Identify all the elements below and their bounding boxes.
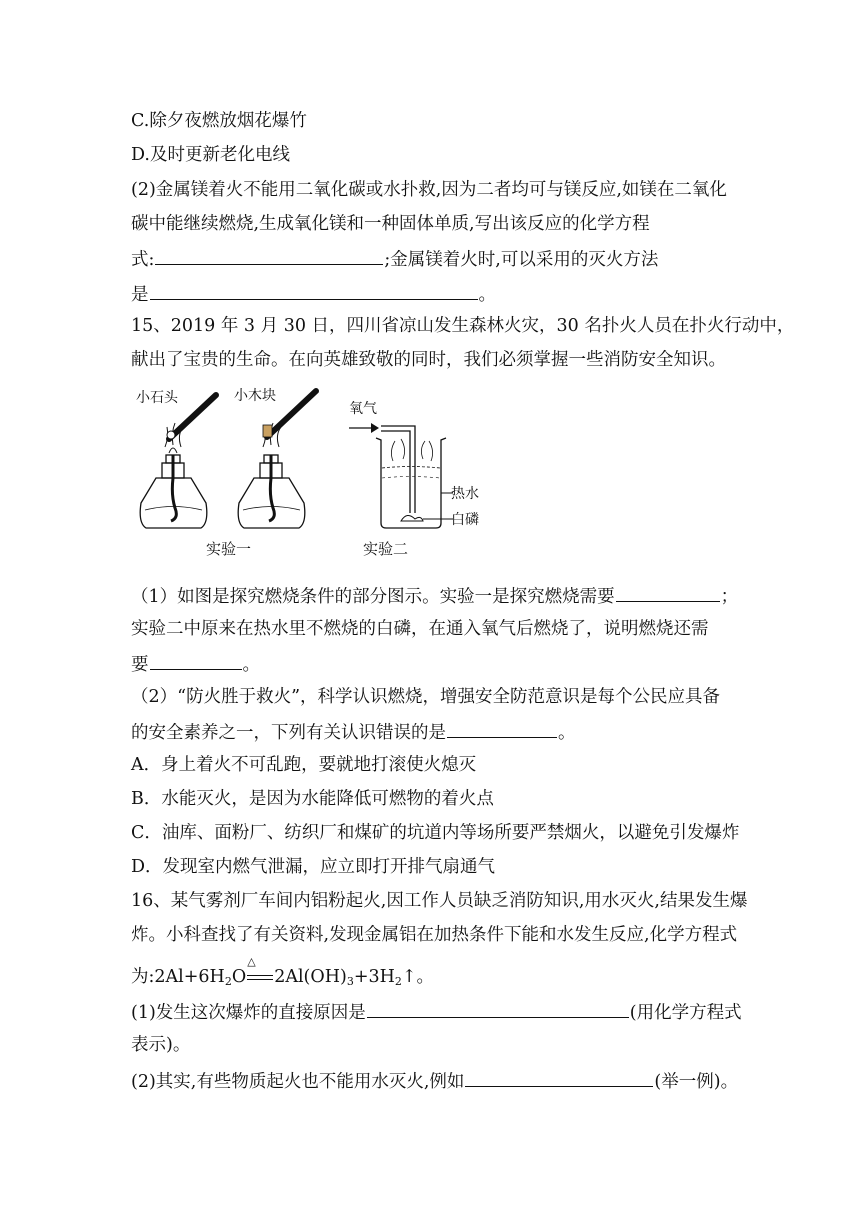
arrow-head-icon [371,423,379,433]
text-prefix: 的安全素养之一，下列有关认识错误的是 [131,723,446,743]
answer-blank-choice[interactable] [447,719,557,738]
steam-lines [391,439,432,461]
reaction-condition [246,955,274,989]
q14-option-d: D.及时更新老化电线 [131,145,290,165]
answer-blank-condition1[interactable] [616,583,720,602]
text-suffix: 。 [558,723,576,743]
experiment-figure [131,383,479,563]
answer-blank-condition2[interactable] [150,651,242,670]
equation-text: 为:2Al+6H [131,967,225,987]
subscript: 2 [394,975,402,988]
q15-part1-line2: 实验二中原来在热水里不燃烧的白磷，在通入氧气后燃烧了，说明燃烧还需 [131,619,709,639]
text-suffix: 。 [242,655,260,675]
water-lines [382,477,440,479]
q15-option-d: D．发现室内燃气泄漏，应立即打开排气扇通气 [131,857,496,877]
subscript: 3 [346,975,354,988]
heat-triangle-icon: △ [247,955,256,968]
answer-blank-equation[interactable] [155,246,383,265]
q15-option-b: B．水能灭火，是因为水能降低可燃物的着火点 [131,789,494,809]
label-experiment-2: 实验二 [363,540,409,558]
label-stone: 小石头 [136,390,178,406]
answer-blank-example[interactable] [465,1068,653,1087]
text-suffix: (举一例)。 [654,1072,739,1092]
water-surface [382,467,440,469]
q16-part1-line1 [131,999,742,1025]
text-prefix: 是 [131,285,149,305]
q14-option-c: C.除夕夜燃放烟花爆竹 [131,111,307,131]
q15-part1-line3 [131,651,260,677]
beaker [376,438,446,528]
q15-part2-line1: （2）“防火胜于救火”，科学认识燃烧，增强安全防范意识是每个公民应具备 [131,687,721,707]
wood-block-icon [263,425,272,437]
text-suffix: (用化学方程式 [629,1003,742,1023]
equation-text: 2Al(OH) [274,967,347,987]
equals-sign [247,975,273,980]
text-prefix: (2)其实,有些物质起火也不能用水灭火,例如 [131,1072,465,1092]
answer-blank-method[interactable] [150,281,478,300]
q14-part2-line2: 碳中能继续燃烧,生成氧化镁和一种固体单质,写出该反应的化学方程 [131,214,650,234]
answer-blank-equation[interactable] [367,999,629,1018]
alcohol-lamp-2 [238,423,305,528]
label-oxygen: 氧气 [349,401,377,417]
label-hot-water: 热水 [451,486,479,502]
q15-part2-line2 [131,719,576,745]
q16-intro-line1: 16、某气雾剂厂车间内铝粉起火,因工作人员缺乏消防知识,用水灭火,结果发生爆 [131,891,748,911]
q14-part2-line4 [131,281,496,307]
equation-text: O [231,967,247,987]
q16-intro-line2: 炸。小科查找了有关资料,发现金属铝在加热条件下能和水发生反应,化学方程式 [131,925,738,945]
q16-equation-line [131,955,435,989]
text-suffix: ； [720,587,739,607]
glass-tube [381,426,415,513]
q16-part1-line2: 表示)。 [131,1035,191,1055]
q16-part2-line1 [131,1068,738,1094]
label-white-phosphorus: 白磷 [451,512,479,528]
equation-text: ↑。 [401,967,435,987]
stone-icon [167,431,175,439]
text-prefix: (1)发生这次爆炸的直接原因是 [131,1003,366,1023]
q15-intro-line2: 献出了宝贵的生命。在向英雄致敬的同时，我们必须掌握一些消防安全知识。 [131,350,726,370]
equation-text: +3H [353,967,395,987]
text-prefix: 式: [131,250,155,270]
q15-intro-line1: 15、2019 年 3 月 30 日，四川省凉山发生森林火灾，30 名扑火人员在扑火行动中， [131,316,795,336]
subscript: 2 [224,975,232,988]
q14-part2-line3 [131,246,658,272]
q14-part2-line1: (2)金属镁着火不能用二氧化碳或水扑救,因为二者均可与镁反应,如镁在二氧化 [131,180,727,200]
text-prefix: 要 [131,655,149,675]
q15-option-c: C．油库、面粉厂、纺织厂和煤矿的坑道内等场所要严禁烟火，以避免引发爆炸 [131,823,740,843]
text-suffix: ;金属镁着火时,可以采用的灭火方法 [384,250,659,270]
label-wood: 小木块 [234,388,276,404]
phosphorus-icon [401,515,423,521]
text-suffix: 。 [478,285,496,305]
text-prefix: （1）如图是探究燃烧条件的部分图示。实验一是探究燃烧需要 [131,587,615,607]
q15-part1-line1 [131,583,738,609]
q15-option-a: A．身上着火不可乱跑，要就地打滚使火熄灭 [131,755,477,775]
label-experiment-1: 实验一 [206,540,252,558]
